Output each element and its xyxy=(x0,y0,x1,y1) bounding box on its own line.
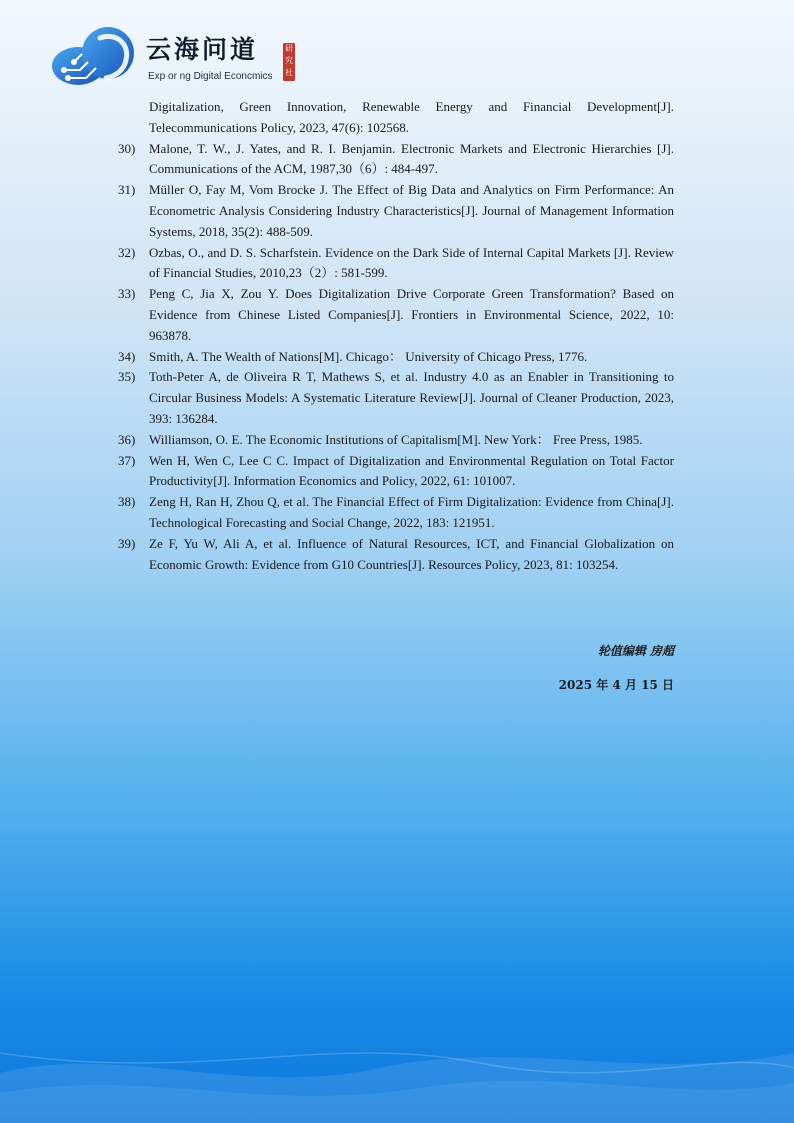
reference-list xyxy=(118,97,674,575)
reference-number: 38) xyxy=(118,494,136,510)
reference-number: 36) xyxy=(118,431,136,447)
reference-number: 35) xyxy=(118,369,136,385)
reference-text: Toth-Peter A, de Oliveira R T, Mathews S, et al. Industry 4.0 as an Enabler in Transitioning to Circular Business Models: A Systematic Literature Review[J]. Journal of Cleaner Production, 2023, 393: 136284. xyxy=(149,369,674,426)
reference-text: Zeng H, Ran H, Zhou Q, et al. The Financial Effect of Firm Digitalization: Evidence from China[J]. Technological Forecasting and Social Change, 2022, 183: 121951. xyxy=(149,494,674,530)
reference-item xyxy=(118,534,674,576)
reference-text: Williamson, O. E. The Economic Institutions of Capitalism[M]. New York： Free Press, 1985. xyxy=(149,431,643,447)
reference-number: 39) xyxy=(118,535,136,551)
reference-text: Ze F, Yu W, Ali A, et al. Influence of Natural Resources, ICT, and Financial Globalization on Economic Growth: Evidence from G10 Countries[J]. Resources Policy, 2023, 81: 103254. xyxy=(149,535,674,572)
reference-item xyxy=(118,180,674,242)
signoff xyxy=(559,642,674,694)
reference-item xyxy=(118,347,674,368)
reference-item xyxy=(118,492,674,534)
reference-item xyxy=(118,243,674,285)
reference-text: Peng C, Jia X, Zou Y. Does Digitalization Drive Corporate Green Transformation? Based on Evidence from Chinese Listed Companies[J]. Frontiers in Environmental Science, 2022, 10: 963878. xyxy=(149,286,674,343)
reference-item xyxy=(118,451,674,493)
cloud-circuit-icon xyxy=(50,26,140,88)
publication-date: 2025 年 4 月 15 日 xyxy=(558,678,674,692)
reference-number: 30) xyxy=(118,140,136,156)
reference-text: Digitalization, Green Innovation, Renewable Energy and Financial Development[J]. Telecommunications Policy, 2023, 47(6): 102568. xyxy=(149,99,674,135)
reference-text: Wen H, Wen C, Lee C C. Impact of Digitalization and Environmental Regulation on Total Factor Productivity[J]. Information Economics and Policy, 2022, 61: 101007. xyxy=(149,452,674,489)
seal-stamp: 研究社 xyxy=(283,43,295,81)
reference-text: Ozbas, O., and D. S. Scharfstein. Evidence on the Dark Side of Internal Capital Markets [J]. Review of Financial Studies, 2010,23（2）: 581-599. xyxy=(149,244,674,281)
reference-item xyxy=(118,430,674,451)
reference-number: 34) xyxy=(118,348,136,364)
reference-number: 32) xyxy=(118,244,136,260)
reference-item xyxy=(118,139,674,181)
reference-text: Smith, A. The Wealth of Nations[M]. Chicago： University of Chicago Press, 1776. xyxy=(149,348,588,364)
reference-item xyxy=(118,367,674,429)
logo-title: 云海问道 xyxy=(146,35,259,64)
rotating-editor: 轮值编辑 房超 xyxy=(597,644,674,658)
reference-item xyxy=(118,97,674,139)
logo xyxy=(50,26,310,88)
decorative-waves xyxy=(0,1013,794,1123)
reference-text: Müller O, Fay M, Vom Brocke J. The Effect of Big Data and Analytics on Firm Performance: An Econometric Analysis Considering Industry Characteristics[J]. Journal of Management Information Systems, 2018, 35(2): 488-509. xyxy=(149,182,674,239)
reference-text: Malone, T. W., J. Yates, and R. I. Benjamin. Electronic Markets and Electronic Hierarchies [J]. Communications of the ACM, 1987,30（6）: 484-497. xyxy=(149,140,674,177)
reference-number: 37) xyxy=(118,452,136,468)
reference-item xyxy=(118,284,674,346)
logo-subtitle: Exp or ng Digital Econcmics xyxy=(148,71,273,82)
reference-number: 31) xyxy=(118,182,136,198)
reference-number: 33) xyxy=(118,286,136,302)
